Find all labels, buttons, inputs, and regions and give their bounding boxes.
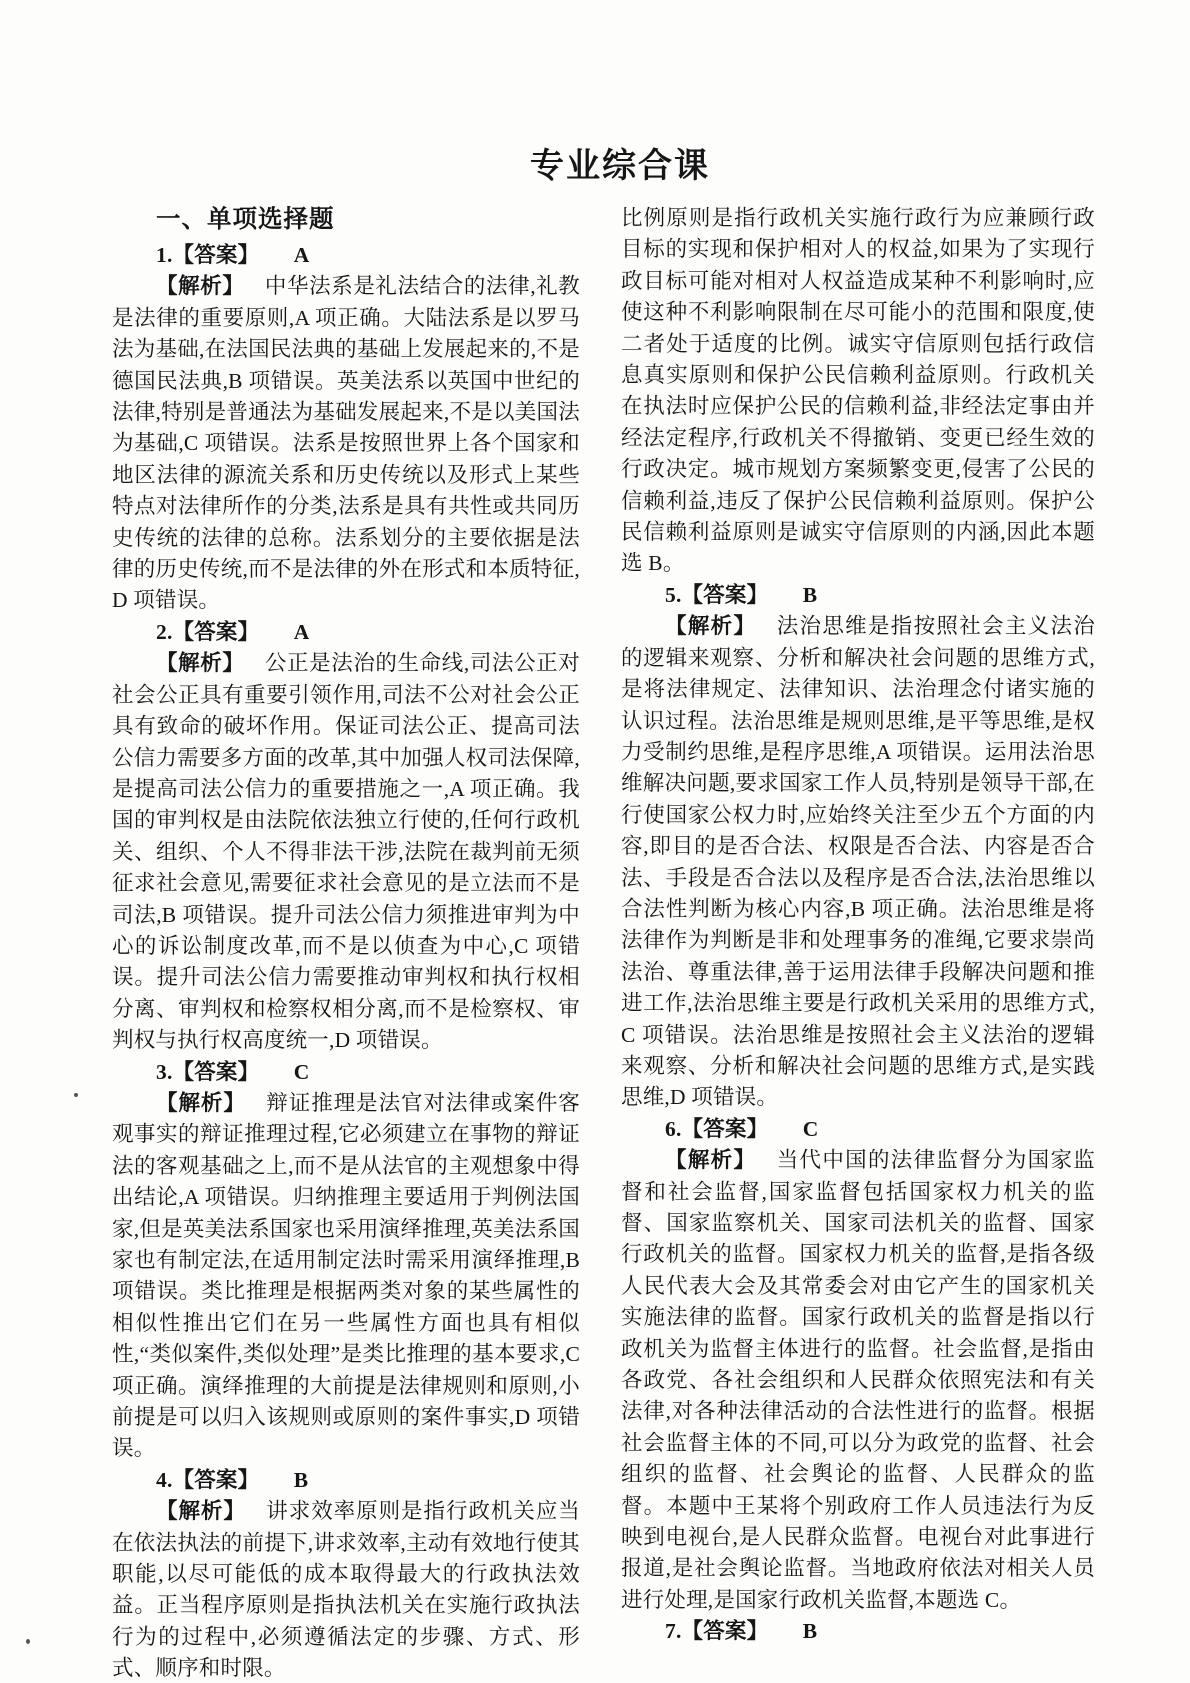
item-number: 2. [156,619,173,644]
right-column [621,203,1095,1648]
item-number: 4. [156,1467,173,1492]
item-4-answer-row [112,1465,580,1496]
item-7-answer-row [621,1616,1095,1647]
answer-value: B [802,582,818,607]
answer-value: B [802,1619,818,1644]
item-2-analysis-paragraph [112,648,580,1056]
item-number: 7. [665,1619,682,1644]
answer-label: 【答案】 [172,1467,260,1492]
item-4-analysis-continued [621,203,1095,580]
analysis-label: 【解析】 [156,274,245,299]
answer-label: 【答案】 [172,1059,260,1084]
item-number: 5. [665,582,682,607]
analysis-text: 中华法系是礼法结合的法律,礼教是法律的重要原则,A 项正确。大陆法系是以罗马法为基础,在法国民法典的基础上发展起来的,不是德国民法典,B 项错误。英美法系以英国中世纪的法律,特别是普通法为基础发展起来,不是以美国法为基础,C 项错误。法系是按照世界上各个国家和地区法律的源流关系和历史传统以及形式上某些特点对法律所作的分类,法系是具有共性或共同历史传统的法律的总称。法系划分的主要依据是法律的历史传统,而不是法律的外在形式和本质特征,D 项错误。 [112,274,580,613]
item-3-analysis-paragraph [112,1088,580,1465]
item-1-analysis-paragraph [112,271,580,616]
answer-value: C [293,1059,310,1084]
analysis-label: 【解析】 [156,1499,246,1524]
analysis-label: 【解析】 [156,651,245,676]
scan-speck [26,1639,30,1644]
analysis-text: 公正是法治的生命线,司法公正对社会公正具有重要引领作用,司法不公对社会公正具有致命的破坏作用。保证司法公正、提高司法公信力需要多方面的改革,其中加强人权司法保障,是提高司法公信力的重要措施之一,A 项正确。我国的审判权是由法院依法独立行使的,任何行政机关、组织、个人不得非法干涉,法院在裁判前无须征求社会意见,需要征求社会意见的是立法而不是司法,B 项错误。提升司法公信力须推进审判为中心的诉讼制度改革,而不是以侦查为中心,C 项错误。提升司法公信力需要推动审判权和执行权相分离、审判权和检察权相分离,而不是检察权、审判权与执行权高度统一,D 项错误。 [112,651,580,1053]
analysis-text: 比例原则是指行政机关实施行政行为应兼顾行政目标的实现和保护相对人的权益,如果为了实现行政目标可能对相对人权益造成某种不利影响时,应使这种不利影响限制在尽可能小的范围和限度,使二者处于适度的比例。诚实守信原则包括行政信息真实原则和保护公民信赖利益原则。行政机关在执法时应保护公民的信赖利益,非经法定事由并经法定程序,行政机关不得撤销、变更已经生效的行政决定。城市规划方案频繁变更,侵害了公民的信赖利益,违反了保护公民信赖利益原则。保护公民信赖利益原则是诚实守信原则的内涵,因此本题选 B。 [621,206,1095,576]
left-column [112,203,580,1683]
item-5-answer-row [621,580,1095,611]
answer-label: 【答案】 [172,243,260,267]
answer-value: C [802,1116,819,1141]
answer-label: 【答案】 [172,619,260,644]
item-number: 6. [665,1116,682,1141]
answer-label: 【答案】 [681,1116,769,1141]
page-title: 专业综合课 [530,148,710,185]
analysis-text: 讲求效率原则是指行政机关应当在依法执法的前提下,讲求效率,主动有效地行使其职能,以尽可能低的成本取得最大的行政执法效益。正当程序原则是指执法机关在实施行政执法行为的过程中,必须遵循法定的步骤、方式、形式、顺序和时限。 [112,1499,580,1681]
answer-label: 【答案】 [681,1619,769,1644]
section-heading: 一、单项选择题 [156,206,335,233]
item-3-answer-row [112,1057,580,1088]
answer-label: 【答案】 [681,582,769,607]
answer-value: A [293,619,310,644]
answer-value: B [293,1467,309,1492]
item-2-answer-row [112,617,580,648]
analysis-text: 法治思维是指按照社会主义法治的逻辑来观察、分析和解决社会问题的思维方式,是将法律规定、法律知识、法治理念付诸实施的认识过程。法治思维是规则思维,是平等思维,是权力受制约思维,是程序思维,A 项错误。运用法治思维解决问题,要求国家工作人员,特别是领导干部,在行使国家公权力时,应始终关注至少五个方面的内容,即目的是否合法、权限是否合法、内容是否合法、手段是否合法以及程序是否合法,法治思维以合法性判断为核心内容,B 项正确。法治思维是将法律作为判断是非和处理事务的准绳,它要求崇尚法治、尊重法律,善于运用法律手段解决问题和推进工作,法治思维主要是行政机关采用的思维方式,C 项错误。法治思维是按照社会主义法治的逻辑来观察、分析和解决社会问题的思维方式,是实践思维,D 项错误。 [621,614,1095,1110]
answer-value: A [293,243,310,267]
item-number: 3. [156,1059,173,1084]
item-5-analysis-paragraph [621,611,1095,1114]
analysis-text: 辩证推理是法官对法律或案件客观事实的辩证推理过程,它必须建立在事物的辩证法的客观基础之上,而不是从法官的主观想象中得出结论,A 项错误。归纳推理主要适用于判例法国家,但是英美法系国家也采用演绎推理,英美法系国家也有制定法,在适用制定法时需采用演绎推理,B 项错误。类比推理是根据两类对象的某些属性的相似性推出它们在另一些属性方面也具有相似性,“类似案件,类似处理”是类比推理的基本要求,C 项正确。演绎推理的大前提是法律规则和原则,小前提是可以归入该规则或原则的案件事实,D 项错误。 [112,1090,580,1461]
item-1-answer-row [112,240,580,271]
item-6-answer-row [621,1114,1095,1145]
item-number: 1. [156,243,173,267]
analysis-label: 【解析】 [665,1148,757,1173]
analysis-label: 【解析】 [156,1090,246,1115]
item-4-analysis-paragraph [112,1496,580,1683]
analysis-label: 【解析】 [665,614,757,639]
analysis-text: 当代中国的法律监督分为国家监督和社会监督,国家监督包括国家权力机关的监督、国家监察机关、国家司法机关的监督、国家行政机关的监督。国家权力机关的监督,是指各级人民代表大会及其常委会对由它产生的国家机关实施法律的监督。国家行政机关的监督是指以行政机关为监督主体进行的监督。社会监督,是指由各政党、各社会组织和人民群众依照宪法和有关法律,对各种法律活动的合法性进行的监督。根据社会监督主体的不同,可以分为政党的监督、社会组织的监督、社会舆论的监督、人民群众的监督。本题中王某将个别政府工作人员违法行为反映到电视台,是人民群众监督。电视台对此事进行报道,是社会舆论监督。当地政府依法对相关人员进行处理,是国家行政机关监督,本题选 C。 [621,1148,1095,1612]
item-6-analysis-paragraph [621,1145,1095,1616]
scan-speck [74,1093,78,1097]
